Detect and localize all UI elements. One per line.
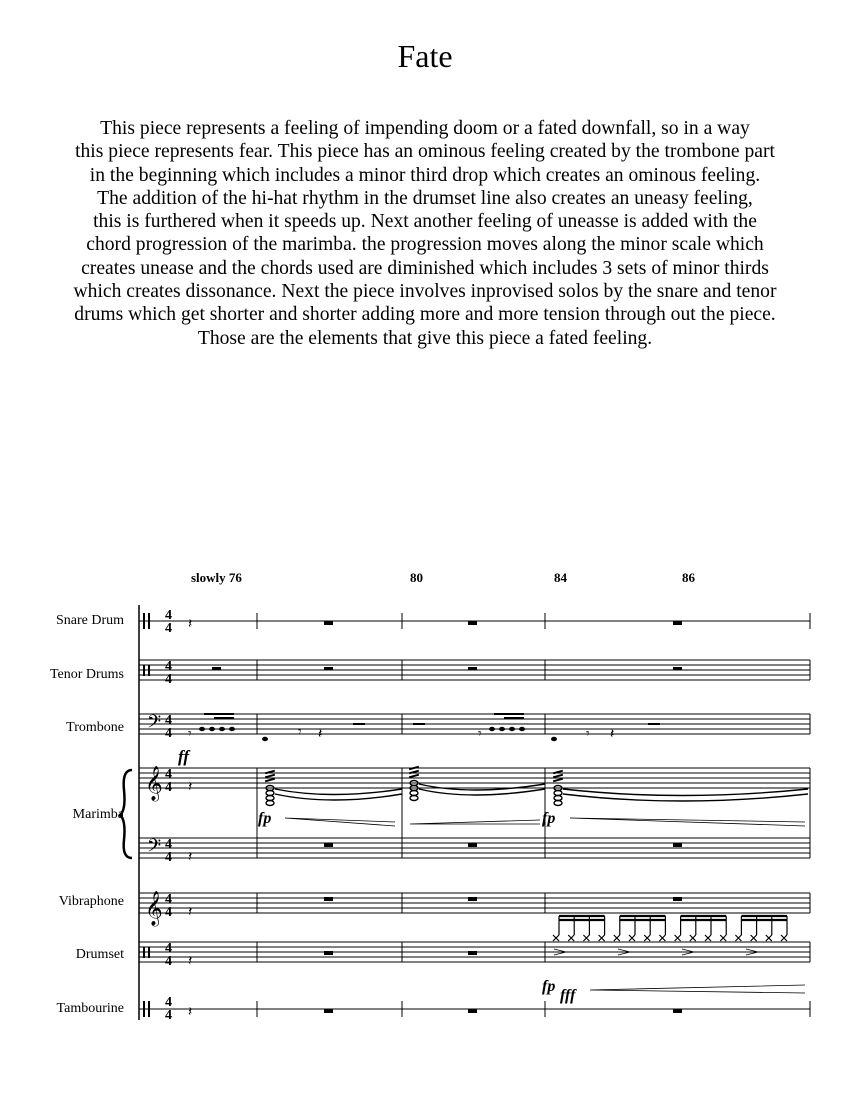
svg-text:4: 4 <box>165 837 172 852</box>
dynamic-fp-2: fp <box>542 810 556 827</box>
dynamic-fp-1: fp <box>258 810 272 827</box>
instrument-label-trombone: Trombone <box>66 720 124 735</box>
bass-clef-icon: 𝄢 <box>147 712 162 737</box>
svg-text:4: 4 <box>165 621 172 636</box>
staff-tambourine <box>139 1001 810 1017</box>
marimba-chords <box>266 781 808 806</box>
hihat-x-note <box>690 935 696 941</box>
program-note-line: The addition of the hi-hat rhythm in the drumset line also creates an uneasy feeling, <box>97 187 753 209</box>
bass-clef-icon: 𝄢 <box>147 836 162 861</box>
treble-clef-icon: 𝄞 <box>145 891 163 926</box>
score-title: Fate <box>397 38 453 74</box>
program-note-line: drums which get shorter and shorter adding more and more tension through out the piece. <box>74 304 776 326</box>
dynamic-ff: ff <box>178 747 190 766</box>
hihat-x-note <box>553 935 559 941</box>
svg-text:4: 4 <box>165 941 172 956</box>
instrument-label-drumset: Drumset <box>75 947 124 962</box>
program-note-line: This piece represents a feeling of impending doom or a fated downfall, so in a way <box>100 118 750 139</box>
staff-trombone <box>139 714 810 734</box>
staff-marimba-lower <box>139 838 810 858</box>
staff-vibraphone <box>139 893 810 913</box>
svg-text:𝄽: 𝄽 <box>188 616 193 632</box>
hihat-x-note <box>781 935 787 941</box>
hihat-notes <box>553 916 787 941</box>
tempo-mark-2: 80 <box>410 570 423 585</box>
instrument-label-tambourine: Tambourine <box>56 1001 124 1016</box>
instrument-label-snare: Snare Drum <box>55 613 124 628</box>
svg-text:4: 4 <box>165 608 172 623</box>
program-note-line: chord progression of the marimba. the progression moves along the minor scale which <box>86 234 764 256</box>
instrument-label-marimba: Marimba <box>72 807 124 822</box>
hihat-x-note <box>614 935 620 941</box>
hihat-x-note <box>583 935 589 941</box>
svg-text:𝄽: 𝄽 <box>318 726 323 742</box>
instrument-label-tenor: Tenor Drums <box>49 667 124 682</box>
hihat-x-note <box>568 935 574 941</box>
hihat-x-note <box>720 935 726 941</box>
dynamic-fp-drumset: fp <box>542 978 556 995</box>
svg-text:4: 4 <box>165 767 172 782</box>
hihat-x-note <box>644 935 650 941</box>
svg-text:𝄽: 𝄽 <box>188 953 193 969</box>
program-note-line: in the beginning which includes a minor third drop which creates an ominous feeling. <box>89 164 761 186</box>
svg-text:4: 4 <box>165 713 172 728</box>
drumset-hairpin <box>590 985 805 993</box>
tempo-mark-3: 84 <box>554 570 567 585</box>
svg-text:4: 4 <box>165 905 172 920</box>
svg-text:𝄾: 𝄾 <box>586 726 590 742</box>
hihat-x-note <box>629 935 635 941</box>
hihat-x-note <box>705 935 711 941</box>
hihat-x-note <box>675 935 681 941</box>
staff-snare <box>139 613 810 629</box>
dynamic-fff-drumset: fff <box>560 987 576 1004</box>
tempo-mark-1: slowly 76 <box>191 570 242 585</box>
svg-text:4: 4 <box>165 892 172 907</box>
marimba-brace <box>120 770 132 858</box>
svg-text:4: 4 <box>165 780 172 795</box>
svg-text:4: 4 <box>165 726 172 741</box>
svg-text:𝄽: 𝄽 <box>188 1004 193 1020</box>
hihat-x-note <box>735 935 741 941</box>
hihat-x-note <box>659 935 665 941</box>
program-note-line: creates unease and the chords used are diminished which includes 3 sets of minor thirds <box>81 257 769 279</box>
hihat-x-note <box>766 935 772 941</box>
trombone-notes <box>199 713 660 741</box>
program-note-line: this piece represents fear. This piece has an ominous feeling created by the trombone part <box>75 141 775 163</box>
hihat-x-note <box>751 935 757 941</box>
svg-text:4: 4 <box>165 1008 172 1023</box>
svg-text:𝄾: 𝄾 <box>298 724 302 740</box>
svg-text:4: 4 <box>165 850 172 865</box>
program-note-line: Those are the elements that give this piece a fated feeling. <box>197 327 653 349</box>
program-note-line: which creates dissonance. Next the piece involves inprovised solos by the snare and tenor <box>73 281 777 303</box>
svg-text:𝄾: 𝄾 <box>188 726 192 742</box>
program-note-line: this is furthered when it speeds up. Next another feeling of uneasse is added with the <box>93 211 757 233</box>
svg-text:4: 4 <box>165 672 172 687</box>
svg-text:𝄽: 𝄽 <box>188 904 193 920</box>
tempo-mark-4: 86 <box>682 570 695 585</box>
svg-text:4: 4 <box>165 954 172 969</box>
svg-text:𝄽: 𝄽 <box>188 849 193 865</box>
svg-text:𝄾: 𝄾 <box>478 726 482 742</box>
svg-text:𝄽: 𝄽 <box>610 726 615 742</box>
instrument-label-vibraphone: Vibraphone <box>58 894 124 909</box>
time-signatures <box>165 608 172 1023</box>
hihat-x-note <box>599 935 605 941</box>
svg-text:𝄽: 𝄽 <box>188 779 193 795</box>
svg-text:4: 4 <box>165 995 172 1010</box>
svg-text:4: 4 <box>165 659 172 674</box>
treble-clef-icon: 𝄞 <box>145 766 163 801</box>
